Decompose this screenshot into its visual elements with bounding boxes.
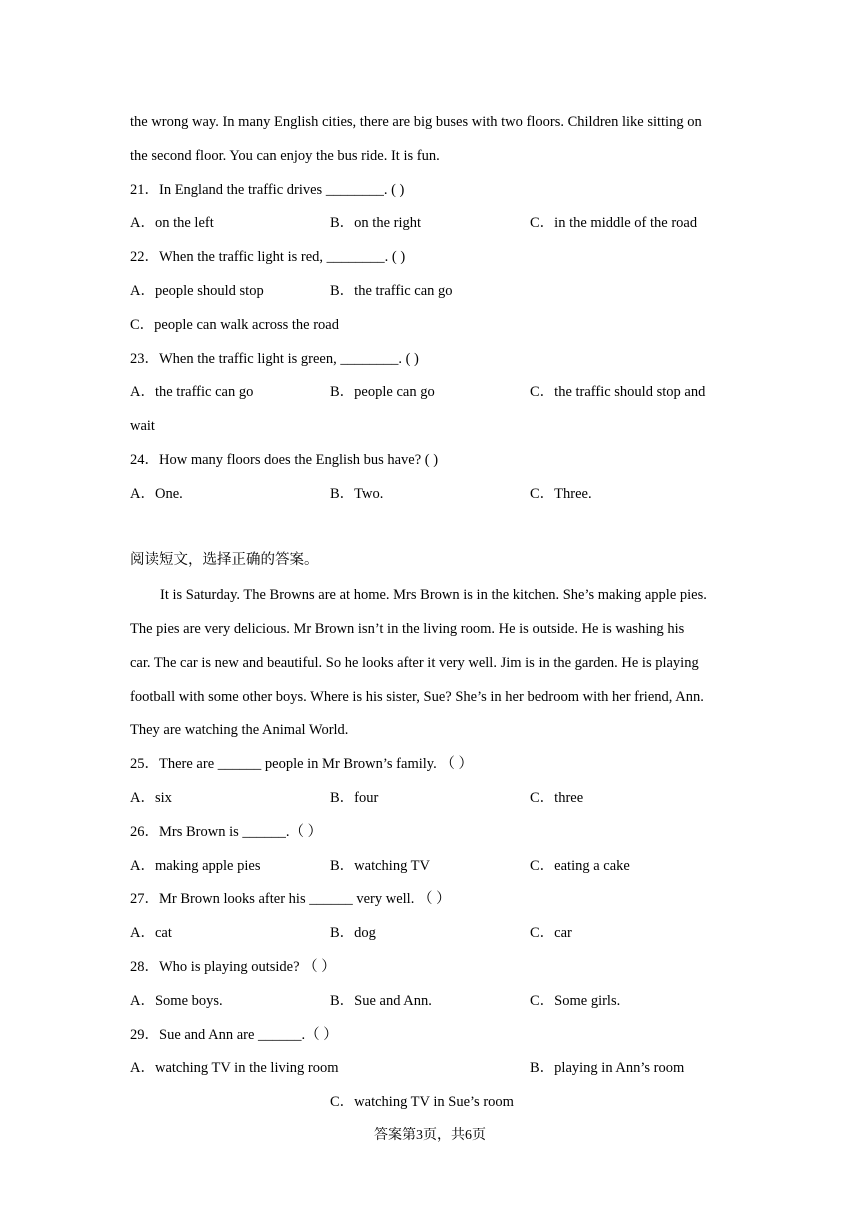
question-stem: 28．Who is playing outside? （ ） — [130, 959, 336, 975]
passage-line: the second floor. You can enjoy the bus ride. It is fun. — [130, 148, 440, 164]
option-a: A．the traffic can go — [130, 384, 254, 400]
option-b: B．Two. — [330, 486, 384, 502]
option-c: C．in the middle of the road — [530, 215, 698, 231]
option-b: B．people can go — [330, 384, 435, 400]
option-c: C．Some girls. — [530, 993, 621, 1009]
option-b: B．four — [330, 790, 379, 806]
question-stem: 21．In England the traffic drives ________. ( ) — [130, 182, 405, 198]
option-a: A．One. — [130, 486, 183, 502]
option-b: B．the traffic can go — [330, 283, 453, 299]
passage-line: football with some other boys. Where is his sister, Sue? She’s in her bedroom with her friend, Ann. — [130, 689, 704, 705]
option-b: B．dog — [330, 925, 376, 941]
question-stem: 24．How many floors does the English bus have? ( ) — [130, 452, 439, 468]
passage-line: the wrong way. In many English cities, there are big buses with two floors. Children like sitting on — [130, 114, 702, 130]
question-stem: 23．When the traffic light is green, ________. ( ) — [130, 351, 419, 367]
option-b: B．Sue and Ann. — [330, 993, 432, 1009]
option-c-wrap: wait — [130, 418, 155, 434]
question-stem: 27．Mr Brown looks after his ______ very well. （ ） — [130, 891, 451, 907]
passage-line: They are watching the Animal World. — [130, 722, 349, 738]
option-a: A．Some boys. — [130, 993, 223, 1009]
question-stem: 26．Mrs Brown is ______.（ ） — [130, 824, 323, 840]
option-a: A．watching TV in the living room — [130, 1060, 339, 1076]
option-a: A．on the left — [130, 215, 214, 231]
option-c: C．eating a cake — [530, 858, 630, 874]
option-c: C．Three. — [530, 486, 592, 502]
passage-line: car. The car is new and beautiful. So he looks after it very well. Jim is in the garden. He is playing — [130, 655, 699, 671]
passage-line: The pies are very delicious. Mr Brown isn’t in the living room. He is outside. He is washing his — [130, 621, 685, 637]
question-stem: 25．There are ______ people in Mr Brown’s family. （ ） — [130, 756, 473, 772]
section-instruction: 阅读短文，选择正确的答案。 — [130, 552, 319, 568]
option-a: A．making apple pies — [130, 858, 261, 874]
option-c: C．people can walk across the road — [130, 317, 339, 333]
passage-line: It is Saturday. The Browns are at home. Mrs Brown is in the kitchen. She’s making apple pies. — [160, 587, 707, 603]
option-a: A．cat — [130, 925, 172, 941]
question-stem: 22．When the traffic light is red, ________. ( ) — [130, 249, 406, 265]
option-a: A．people should stop — [130, 283, 264, 299]
option-b: B．on the right — [330, 215, 422, 231]
question-stem: 29．Sue and Ann are ______.（ ） — [130, 1027, 338, 1043]
option-b: B．playing in Ann’s room — [530, 1060, 685, 1076]
option-c: C．the traffic should stop and — [530, 384, 706, 400]
option-c: C．car — [530, 925, 572, 941]
option-c: C．three — [530, 790, 584, 806]
option-b: B．watching TV — [330, 858, 431, 874]
option-a: A．six — [130, 790, 172, 806]
page-footer: 答案第3页，共6页 — [374, 1128, 486, 1143]
option-c: C．watching TV in Sue’s room — [330, 1094, 514, 1110]
